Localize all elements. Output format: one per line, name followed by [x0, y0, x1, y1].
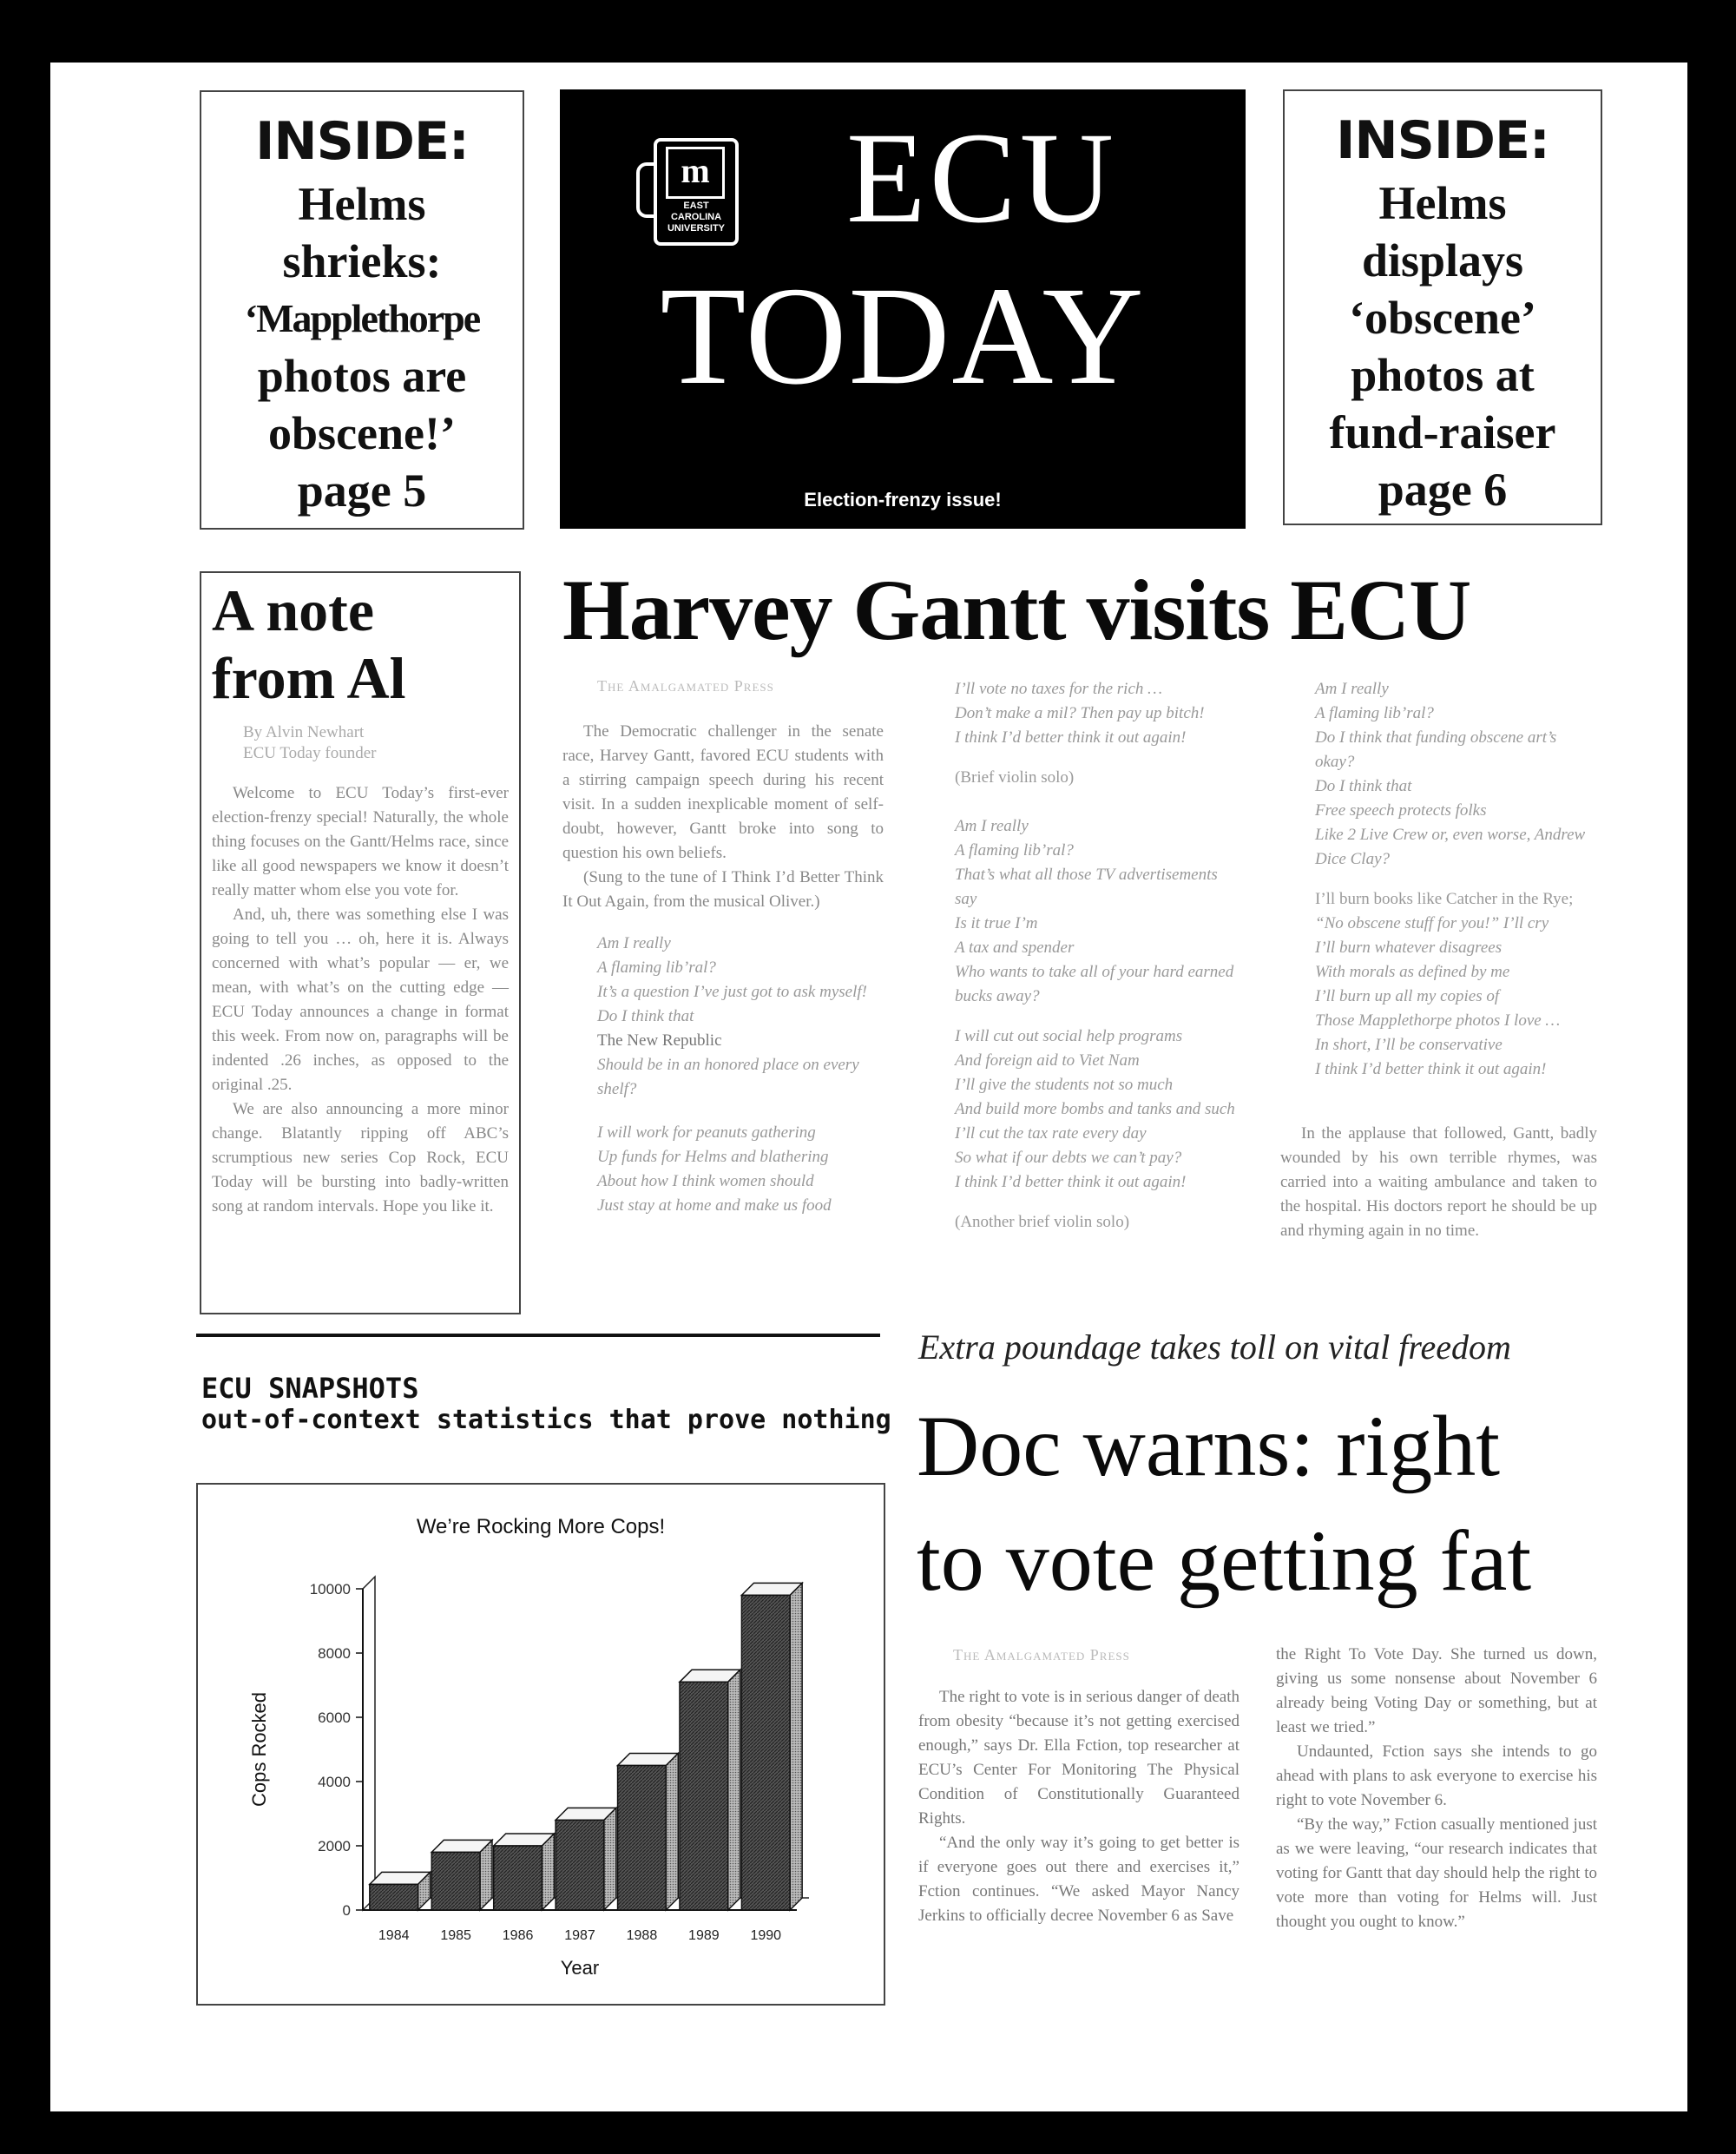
bar: [741, 1595, 790, 1910]
x-tick-label: 1989: [688, 1928, 720, 1943]
note-from-al-box: [200, 571, 521, 1314]
bar-side: [728, 1670, 740, 1910]
teaser-line: photos at: [1351, 349, 1535, 401]
note-title: A note from Al: [212, 577, 406, 711]
section-divider: [196, 1334, 880, 1337]
bar: [370, 1884, 418, 1910]
bar: [494, 1846, 542, 1910]
snapshots-subtitle: out-of-context statistics that prove nothing: [201, 1405, 891, 1435]
bar: [618, 1766, 667, 1911]
teaser-line: photos are: [257, 350, 467, 402]
gantt-column-2: I’ll vote no taxes for the rich … Don’t make a mil? Then pay up bitch! I think I’d better think it out again! (Brief violin solo) Am I really A flaming lib’ral? That’s what all those TV advertisements say Is it true I’m A tax and spender Who wants to take all of your hard earned bucks away? I will cut out social help programs And foreign aid to Viet Nam I’ll give the students not so much And build more bombs and tanks and such I’ll cut the tax rate every day So what if our debts we can’t pay? I think I’d better think it out again! (Another brief violin solo): [955, 680, 1235, 1231]
bar: [556, 1820, 604, 1910]
paragraph: “By the way,” Fction casually mentioned just as we were leaving, “our research indicates that voting for Gantt that day should help the right to vote more than voting for Helms will. Just thought you ought to know.”: [1276, 1815, 1597, 1931]
song-lyrics: Am I really A flaming lib’ral? It’s a question I’ve just got to ask myself! Do I think that The New Republic Should be in an honored place on every shelf? I will work for peanuts gathering Up funds for Helms and blathering About how I think women should Just stay at home and make us food: [597, 934, 867, 1215]
x-tick-label: 1984: [378, 1928, 410, 1943]
paragraph: Welcome to ECU Today’s first-ever election-frenzy special! Naturally, the whole thing focuses on the Gantt/Helms race, since like all good newspapers we know it doesn’t really matter whom else you vote for.: [212, 784, 509, 899]
x-tick-label: 1985: [440, 1928, 471, 1943]
bar-side: [790, 1583, 802, 1910]
doc-column-1: [918, 1646, 1240, 1928]
chart-title: We’re Rocking More Cops!: [416, 1515, 666, 1538]
inside-left-box: [200, 90, 524, 530]
teaser-line: page 5: [297, 464, 427, 517]
y-tick-label: 4000: [318, 1774, 351, 1790]
chart-frame: [196, 1483, 885, 2006]
y-tick-label: 8000: [318, 1645, 351, 1662]
paragraph: We are also announcing a more minor change. Blatantly ripping off ABC’s scrumptious new series Cop Rock, ECU Today will be bursting into badly-written song at random intervals. Hope you like it.: [212, 1100, 509, 1215]
seal-monogram: m: [666, 147, 725, 199]
masthead-tagline: Election-frenzy issue!: [804, 489, 1002, 511]
bar-side: [480, 1840, 492, 1910]
bar-side: [542, 1834, 554, 1910]
teaser-line: ‘obscene’: [1349, 292, 1536, 344]
masthead-today: TODAY: [660, 259, 1146, 414]
y-tick-label: 2000: [318, 1838, 351, 1854]
gantt-credit: The Amalgamated Press: [597, 677, 774, 695]
bar-side: [666, 1754, 678, 1911]
inside-left-label: INSIDE:: [255, 111, 469, 172]
ecu-seal-logo: [654, 138, 739, 246]
doc-headline: Doc warns: right to vote getting fat: [917, 1398, 1532, 1609]
teaser-line: obscene!’: [268, 407, 456, 459]
teaser-line: ‘Mapplethorpe: [244, 296, 480, 340]
doc-kicker: Extra poundage takes toll on vital freedom: [918, 1327, 1511, 1367]
y-tick-label: 6000: [318, 1709, 351, 1726]
paragraph: In the applause that followed, Gantt, badly wounded by his own terrible rhymes, was carried into a waiting ambulance and taken to the hospital. His doctors report he should be up and rhyming again in no time.: [1280, 1124, 1597, 1240]
bar: [431, 1852, 480, 1910]
y-axis-label: Cops Rocked: [248, 1691, 270, 1808]
inside-right-label: INSIDE:: [1336, 110, 1549, 171]
paragraph: “And the only way it’s going to get better is if everyone goes out there and exercises it,” Fction continues. “We asked Mayor Nancy Jerkins to officially decree November 6 as Save: [918, 1834, 1240, 1925]
gantt-column-1: [562, 677, 884, 1218]
teaser-line: Helms: [298, 178, 426, 230]
gantt-column-3: Am I really A flaming lib’ral? Do I think that funding obscene art’s okay? Do I think that Free speech protects folks Like 2 Live Crew or, even worse, Andrew Dice Clay? I’ll burn books like Catcher in the Rye; “No obscene stuff for you!” I’ll cry I’ll burn whatever disagrees With morals as defined by me I’ll burn up all my copies of Those Mapplethorpe photos I love … In short, I’ll be conservative I think I’d better think it out again! In the applause that followed, Gantt, badly wounded by his own terrible rhymes, was carried into a waiting ambulance and taken to the hospital. His doctors report he should be up and rhyming again in no time.: [1280, 677, 1597, 1243]
bar-side: [604, 1808, 616, 1910]
cops-chart: [198, 1485, 884, 2004]
note-body: [212, 781, 509, 1219]
gantt-headline: Harvey Gantt visits ECU: [562, 562, 1471, 658]
snapshots-title: ECU SNAPSHOTS: [201, 1372, 419, 1405]
y-tick-label: 0: [342, 1902, 351, 1919]
doc-column-2: [1276, 1643, 1597, 1934]
teaser-line: shrieks:: [282, 235, 442, 287]
note-byline: By Alvin Newhart ECU Today founder: [243, 723, 377, 762]
paragraph: And, uh, there was something else I was going to tell you … oh, here it is. Always concerned with what’s popular — er, we mean, with what’s on the cutting edge — ECU Today announces a change in format this week. From now on, paragraphs will be indented .26 inches, as opposed to the original .25.: [212, 906, 509, 1094]
paragraph: Undaunted, Fction says she intends to go ahead with plans to ask everyone to exercise his right to vote November 6.: [1276, 1742, 1597, 1809]
x-tick-label: 1986: [502, 1928, 534, 1943]
paragraph: The Democratic challenger in the senate race, Harvey Gantt, favored ECU students with a stirring campaign speech during his recent visit. In a sudden inexplicable moment of self-doubt, however, Gantt broke into song to question his own beliefs.: [562, 722, 884, 862]
masthead: [560, 89, 1246, 529]
y-tick-label: 10000: [309, 1581, 351, 1597]
paragraph: The right to vote is in serious danger of death from obesity “because it’s not getting exercised enough,” says Dr. Ella Fction, top researcher at ECU’s Center For Monitoring The Physical Condition of Constitutionally Guaranteed Rights.: [918, 1688, 1240, 1828]
doc-credit: The Amalgamated Press: [953, 1646, 1130, 1663]
inside-right-box: [1283, 89, 1602, 525]
seal-text: EAST CAROLINA UNIVERSITY: [667, 201, 725, 234]
bar: [680, 1682, 728, 1910]
teaser-line: Helms: [1378, 177, 1507, 229]
teaser-line: fund-raiser: [1329, 406, 1556, 458]
x-tick-label: 1988: [626, 1928, 658, 1943]
inside-right-teaser: [1285, 175, 1601, 518]
x-axis-label: Year: [560, 1957, 600, 1979]
chart-side-wall: [363, 1577, 375, 1910]
masthead-ecu: ECU: [846, 106, 1117, 250]
x-tick-label: 1990: [750, 1928, 782, 1943]
inside-left-teaser: [201, 175, 523, 519]
paragraph: the Right To Vote Day. She turned us down, giving us some nonsense about November 6 already being Voting Day or something, but at least we tried.”: [1276, 1645, 1597, 1736]
teaser-line: displays: [1361, 234, 1524, 287]
paragraph: (Sung to the tune of I Think I’d Better Think It Out Again, from the musical Oliver.): [562, 868, 884, 911]
x-tick-label: 1987: [564, 1928, 595, 1943]
teaser-line: page 6: [1378, 464, 1508, 516]
